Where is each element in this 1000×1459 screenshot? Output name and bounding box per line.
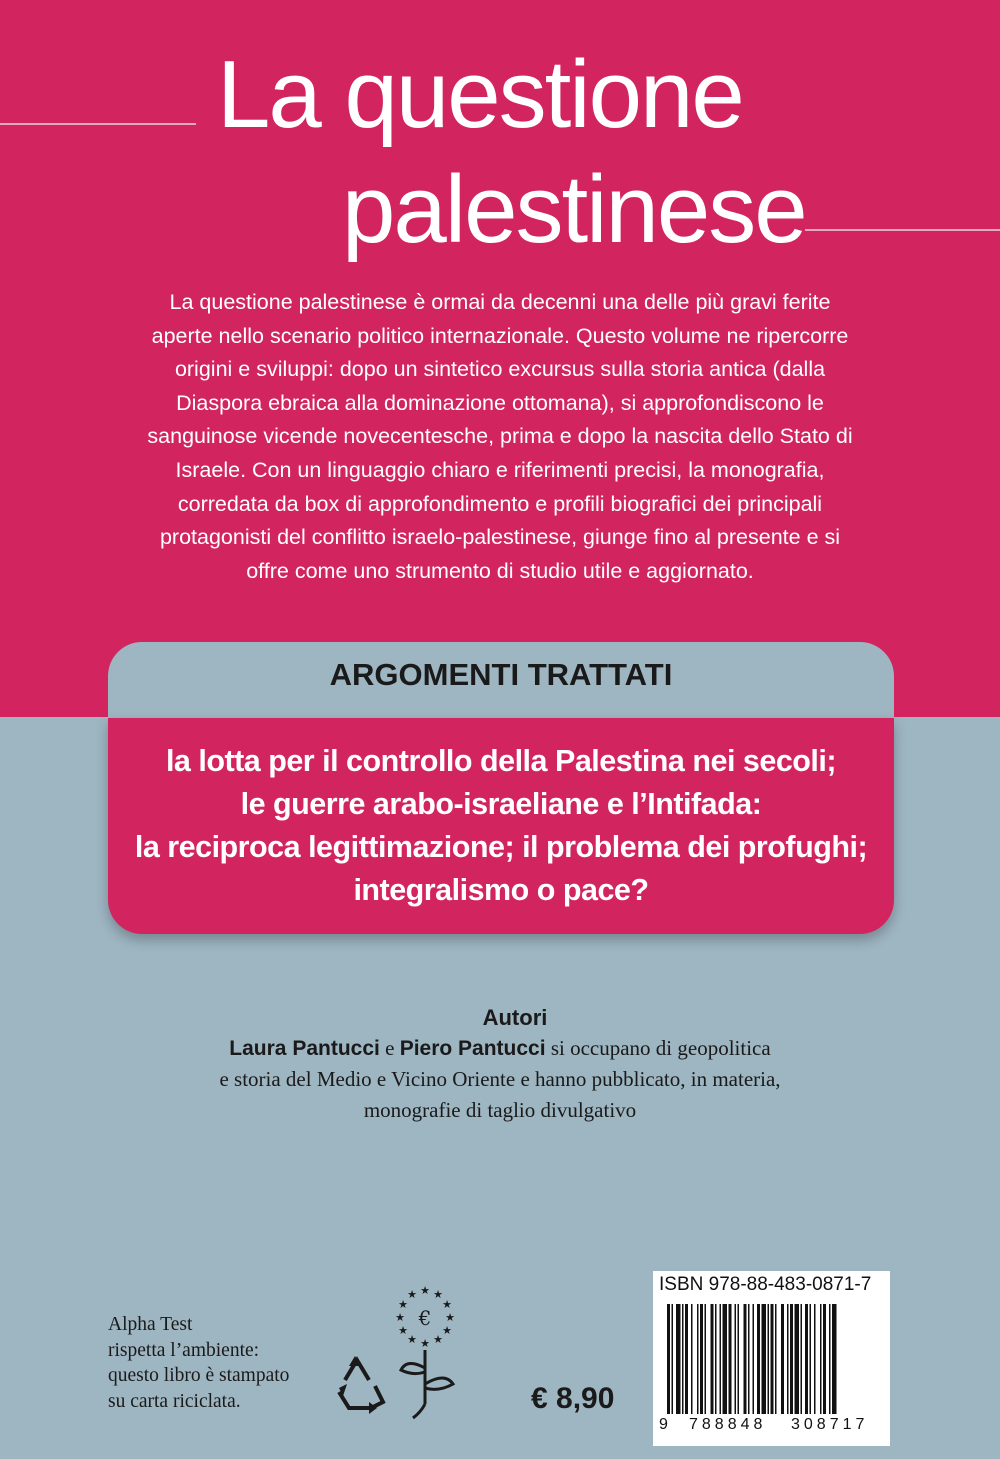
svg-text:★: ★ xyxy=(407,1288,417,1301)
topic-line: la reciproca legittimazione; il problema dei profughi; xyxy=(134,830,868,864)
barcode-bar xyxy=(676,1304,681,1414)
barcode-bar xyxy=(768,1304,770,1414)
barcode-bar xyxy=(781,1304,784,1414)
barcode-bar xyxy=(775,1304,777,1414)
svg-text:★: ★ xyxy=(420,1284,430,1297)
barcode-bar xyxy=(762,1304,767,1414)
authors-line xyxy=(0,1033,1000,1064)
authors-section xyxy=(0,1002,1000,1126)
topic-line: integralismo o pace? xyxy=(353,873,649,907)
barcode-bar xyxy=(697,1304,699,1414)
description-line: Diaspora ebraica alla dominazione ottomana), si approfondiscono le xyxy=(176,390,824,415)
barcode-digit-group: 308717 xyxy=(791,1416,869,1433)
svg-text:★: ★ xyxy=(433,1288,443,1301)
svg-text:★: ★ xyxy=(420,1337,430,1350)
barcode-bar xyxy=(744,1304,747,1414)
eco-note-line: questo libro è stampato xyxy=(108,1365,290,1386)
barcode-bar xyxy=(723,1304,728,1414)
eu-ecolabel-flower-icon xyxy=(395,1284,455,1418)
barcode-bar xyxy=(757,1304,760,1414)
description-line: origini e sviluppi: dopo un sintetico excursus sulla storia antica (dalla xyxy=(174,357,826,382)
authors-bio-text: si occupano di geopolitica xyxy=(545,1036,771,1060)
barcode-digit-group: 788848 xyxy=(689,1416,767,1433)
barcode-bar xyxy=(814,1304,816,1414)
topics-box-body xyxy=(108,718,894,934)
barcode-bar xyxy=(832,1304,837,1414)
barcode-bar xyxy=(790,1304,793,1414)
barcode-digit-first: 9 xyxy=(659,1416,668,1433)
barcode-bar xyxy=(715,1304,717,1414)
topic-line: la lotta per il controllo della Palestina nei secoli; xyxy=(165,744,837,778)
barcode-bar xyxy=(667,1304,670,1414)
price: € 8,90 xyxy=(531,1382,615,1415)
svg-text:★: ★ xyxy=(398,1324,408,1337)
description-line: sanguinose vicende novecentesche, prima e dopo la nascita dello Stato di xyxy=(147,424,853,449)
description-line: offre come uno strumento di studio utile e aggiornato. xyxy=(246,558,754,583)
eco-note-line: rispetta l’ambiente: xyxy=(108,1339,260,1361)
description-line: La questione palestinese è ormai da decenni una delle più gravi ferite xyxy=(169,290,831,314)
topics-box-header xyxy=(108,642,894,718)
barcode-bar xyxy=(829,1304,831,1414)
svg-text:★: ★ xyxy=(395,1311,405,1324)
barcode-bar xyxy=(711,1304,714,1414)
topics-heading: ARGOMENTI TRATTATI xyxy=(329,657,673,692)
authors-bio-line: e storia del Medio e Vicino Oriente e hanno pubblicato, in materia, xyxy=(219,1067,781,1091)
book-description xyxy=(108,286,892,588)
title-rule-left xyxy=(0,123,196,125)
barcode-bar xyxy=(738,1304,740,1414)
author-name: Piero Pantucci xyxy=(399,1037,546,1060)
svg-text:★: ★ xyxy=(442,1324,452,1337)
barcode-bar xyxy=(823,1304,826,1414)
barcode-bar xyxy=(735,1304,737,1414)
barcode-bar xyxy=(771,1304,774,1414)
eco-note-line: Alpha Test xyxy=(108,1314,193,1335)
book-title-line1: La questione xyxy=(217,41,743,148)
eco-note-line: su carta riciclata. xyxy=(108,1390,241,1412)
barcode-bar xyxy=(672,1304,674,1414)
barcode-bar xyxy=(691,1304,693,1414)
topic-line: le guerre arabo-israeliane e l’Intifada: xyxy=(240,787,762,821)
barcode-bars xyxy=(653,1298,890,1416)
recycle-icon xyxy=(339,1356,383,1414)
description-line: protagonisti del conflitto israelo-palestinese, giunge fino al presente e si xyxy=(159,525,841,550)
topics-list xyxy=(108,740,894,912)
svg-text:★: ★ xyxy=(398,1298,408,1311)
barcode-bar xyxy=(820,1304,822,1414)
topics-box xyxy=(108,642,894,934)
isbn: ISBN 978-88-483-0871-7 xyxy=(653,1271,890,1298)
svg-text:★: ★ xyxy=(442,1298,452,1311)
book-title-line2: palestinese xyxy=(342,156,806,263)
barcode-bar xyxy=(810,1304,812,1414)
author-name: Laura Pantucci xyxy=(229,1037,380,1060)
barcode-bar xyxy=(685,1304,688,1414)
barcode-bar xyxy=(705,1304,707,1414)
description-line: aperte nello scenario politico internazionale. Questo volume ne ripercorre xyxy=(151,323,849,348)
barcode-bar xyxy=(795,1304,800,1414)
barcode-bar xyxy=(748,1304,750,1414)
description-line: Israele. Con un linguaggio chiaro e riferimenti precisi, la monografia, xyxy=(175,457,825,482)
svg-text:★: ★ xyxy=(433,1333,443,1346)
svg-text:€: € xyxy=(418,1306,432,1330)
authors-conjunction: e xyxy=(379,1036,400,1060)
barcode-bar xyxy=(682,1304,684,1414)
authors-heading: Autori xyxy=(482,1005,548,1030)
svg-text:★: ★ xyxy=(407,1333,417,1346)
barcode-bar xyxy=(801,1304,803,1414)
barcode-bar xyxy=(787,1304,789,1414)
barcode-bar xyxy=(729,1304,732,1414)
barcode-bar xyxy=(805,1304,808,1414)
svg-text:★: ★ xyxy=(445,1311,455,1324)
eco-note xyxy=(108,1312,289,1414)
eco-logos xyxy=(325,1272,495,1422)
barcode-bar xyxy=(753,1304,755,1414)
barcode-bar xyxy=(700,1304,703,1414)
description-line: corredata da box di approfondimento e profili biografici dei principali xyxy=(177,491,823,516)
authors-bio-line: monografie di taglio divulgativo xyxy=(363,1098,637,1122)
barcode-bar xyxy=(720,1304,722,1414)
